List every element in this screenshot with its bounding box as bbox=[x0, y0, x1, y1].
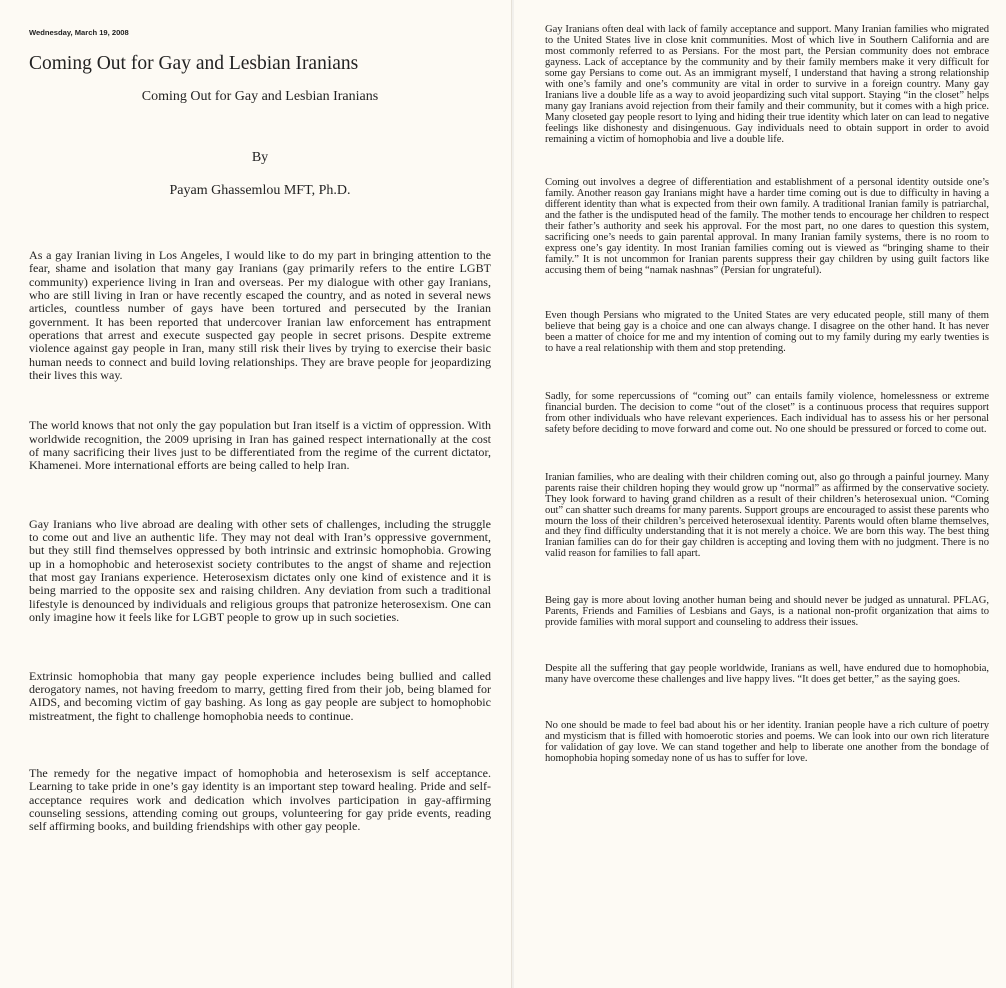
byline-by: By bbox=[251, 149, 269, 165]
paragraph-7: Coming out involves a degree of differentiation and establishment of a personal identity outside one’s family. Another reason gay Iranians might have a harder time coming out is due to difficulty in having a different identity than what is expected from their own family. A traditional Iranian family is patriarchal, and the father is the undisputed head of the family. The mother tends to encourage her children to respect their father’s authority and seek his approval. For the most part, no one dares to question this system, sacrificing one’s needs to gain parental approval. In many Iranian family systems, there is no room to express one’s gay identity. In most Iranian families coming out is viewed as “bringing shame to their family.” It is not uncommon for Iranian parents suppress their gay children by using guilt factors like accusing them of being “namak nashnas” (Persian for ungrateful). bbox=[545, 177, 989, 277]
paragraph-1: As a gay Iranian living in Los Angeles, I would like to do my part in bringing attention to the fear, shame and isolation that many gay Iranians (gay primarily refers to the entire LGBT community) experience living in Iran and overseas. Per my dialogue with other gay Iranians, who are still living in Iran or have recently escaped the country, and as noted in several news articles, countless number of gays have been tortured and persecuted by the Iranian government. It has been reported that undercover Iranian law enforcement has entrapment operations that arrest and execute suspected gay people in secret prisons. Despite extreme violence against gay people in Iran, many still risk their lives by trying to exercise their basic human needs to connect and build loving relationships. They are brave people for jeopardizing their lives this way. bbox=[29, 247, 491, 383]
right-page bbox=[514, 0, 1006, 988]
paragraph-8: Even though Persians who migrated to the United States are very educated people, still many of them believe that being gay is a choice and one can always change. I disagree on the other hand. It has never been a matter of choice for me and my intention of coming out to my family during my early twenties is to have a real relationship with them and stop pretending. bbox=[545, 310, 989, 354]
paragraph-6: Gay Iranians often deal with lack of family acceptance and support. Many Iranian families who migrated to the United States live in close knit communities. Most of which live in Southern California and are most commonly referred to as Persians. For the most part, the Persian community does not embrace gayness. Lack of acceptance by the community and by their family members make it very difficult for some gay Persians to come out. As an immigrant myself, I understand that having a strong relationship with one’s family and one’s community are vital in order to survive in a foreign country. Many gay Iranians live a double life as a way to avoid jeopardizing such vital support. Staying “in the closet” helps many gay Iranians avoid rejection from their family and their community, but it comes with a high price. Many closeted gay people resort to lying and hiding their true identity which later on can lead to negative feelings like dishonesty and disingenuous. Gay individuals need to obtain support in order to avoid remaining a victim of homophobia and live a double life. bbox=[545, 24, 989, 145]
post-date: Wednesday, March 19, 2008 bbox=[29, 28, 129, 37]
paragraph-4: Extrinsic homophobia that many gay people experience includes being bullied and called derogatory names, not having freedom to marry, getting fired from their job, being blamed for AIDS, and becoming victim of gay bashing. As long as gay people are subject to homophobic mistreatment, the fight to challenge homophobia needs to continue. bbox=[29, 668, 491, 723]
article-subtitle: Coming Out for Gay and Lesbian Iranians bbox=[141, 89, 379, 105]
paragraph-2: The world knows that not only the gay population but Iran itself is a victim of oppression. With worldwide recognition, the 2009 uprising in Iran has gained respect internationally at the cost of many sacrificing their lives just to be differentiated from the regime of the current dictator, Khamenei. More international efforts are being called to help Iran. bbox=[29, 418, 491, 473]
paragraph-10: Iranian families, who are dealing with their children coming out, also go through a painful journey. Many parents raise their children hoping they would grow up “normal” as affirmed by the conservative society. They look forward to having grand children as a result of their children’s heterosexual union. “Coming out” can shatter such dreams for many parents. Support groups are encouraged to assist these parents who mourn the loss of their children’s perceived heterosexual identity. Parents would often blame themselves, and they find difficulty understanding that it is not merely a choice. We are born this way. The best thing Iranian families can do for their gay children is accepting and loving them with no judgment. There is no valid reason for families to fall apart. bbox=[545, 471, 989, 560]
author-name: Payam Ghassemlou MFT, Ph.D. bbox=[169, 182, 351, 198]
paragraph-5: The remedy for the negative impact of homophobia and heterosexism is self acceptance. Learning to take pride in one’s gay identity is an important step toward healing. Pride and self-acceptance requires work and dedication which involves participation in gay-affirming counseling sessions, attending coming out groups, volunteering for gay pride events, reading self affirming books, and building friendships with other gay people. bbox=[29, 765, 491, 834]
paragraph-9: Sadly, for some repercussions of “coming out” can entails family violence, homelessness or extreme financial burden. The decision to come “out of the closet” is a continuous process that requires support from other individuals who have relevant experiences. Each individual has to assess his or her personal safety before deciding to move forward and come out. No one should be pressured or forced to come out. bbox=[545, 390, 989, 435]
page-title: Coming Out for Gay and Lesbian Iranians bbox=[29, 53, 359, 74]
paragraph-3: Gay Iranians who live abroad are dealing with other sets of challenges, including the struggle to come out and live an authentic life. They may not deal with Iran’s oppressive government, but they still find themselves oppressed by both intrinsic and extrinsic homophobia. Growing up in a homophobic and heterosexist society contributes to the angst of shame and rejection that most gay Iranians experience. Heterosexism dictates only one kind of existence and it is being married to the opposite sex and raising children. Any deviation from such a traditional lifestyle is denounced by individuals and religious groups that patronize heterosexism. One can only imagine how it feels like for LGBT people to grow up in such societies. bbox=[29, 516, 491, 625]
paragraph-13: No one should be made to feel bad about his or her identity. Iranian people have a rich culture of poetry and mysticism that is filled with homoerotic stories and poems. We can look into our own rich literature for validation of gay love. We can stand together and help to liberate one another from the bondage of homophobia hoping someday none of us has to suffer for love. bbox=[545, 720, 989, 764]
paragraph-11: Being gay is more about loving another human being and should never be judged as unnatural. PFLAG, Parents, Friends and Families of Lesbians and Gays, is a national non-profit organization that aims to provide families with moral support and counseling to address their issues. bbox=[545, 595, 989, 629]
paragraph-12: Despite all the suffering that gay people worldwide, Iranians as well, have endured due to homophobia, many have overcome these challenges and live happy lives. “It does get better,” as the saying goes. bbox=[545, 663, 989, 686]
